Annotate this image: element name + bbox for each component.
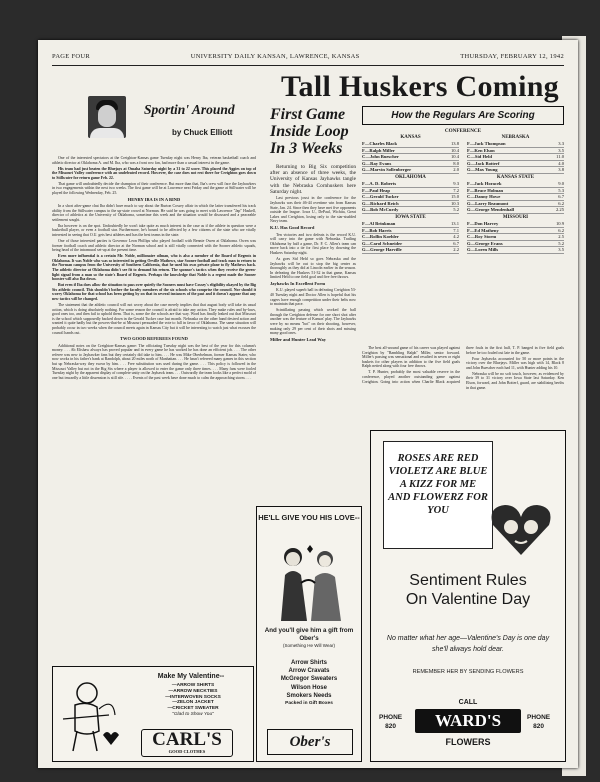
player-row	[362, 241, 459, 248]
list-item: Packed in Gift Boxes	[285, 701, 333, 707]
player-fullname: Rollin Koehler	[369, 234, 399, 240]
player-average: 10.9	[555, 220, 564, 226]
player-position: G	[362, 207, 366, 213]
subhead: Miller and Hunter Lead Way	[270, 336, 327, 342]
valentine-headline-line: Sentiment Rules	[409, 572, 527, 589]
paragraph: Nebraska will be no soft touch, however, as evidenced by their 39 to 31 victory over Iowa State last Saturday. Ken Elson, forward, and John Botterf, guard, are stabilizing berths in that game.	[466, 371, 564, 390]
couple-illustration	[267, 537, 351, 621]
paragraph: Additional notes on the Creighton-Kansas game: The officiating Tuesday night was the best of the year for this column's money. . . . Ab Elishaw always has proved popular and in every game he has worked he has done an efficient job. . . . The other referee was new to Jayhawker fans but they certainly did take to him. . . . He was Mike Oberhelman, former Kansas Stater, who now works in his father's bank at Randolph, about 20 miles north of Manhattan. . . . He hasn't refereed many games in this section but up Nebraska-way they swear by him. . . . Free substitution was used during the game. . . . This policy is followed in the Missouri Valley but not in the Big Six where a player is allowed to enter the game only three times. . . . Many fans were fooled Tuesday night by the apparent display of complete unity on the Jayhawk team. . . . Outwardly the team looks like a perfect mold of one but inwardly a little dissension is still rife. . . . . Events of the past week have done much to calm the approaching storm. . . .	[52, 343, 256, 380]
player-average: 15.0	[450, 194, 459, 200]
player-name: F—Don Harvey	[467, 220, 499, 226]
player-fullname: Danny Howe	[474, 194, 501, 200]
list-item: "Glad to Show You"	[172, 711, 214, 717]
player-average: 5.2	[558, 240, 564, 246]
column-title: Sportin' Around	[144, 102, 235, 117]
player-row	[362, 141, 459, 148]
player-average: 8.0	[453, 160, 459, 166]
player-row	[467, 181, 564, 188]
player-name: G—Bob McCurdy	[362, 207, 399, 213]
player-name: F—Ken Elson	[467, 147, 495, 153]
paragraph: As goes Sid Held so goes Nebraska and the Jayhawks will be out to stop the big center as thoroughly as they did at Lincoln earlier in the season. In defeating the Huskers 51-32 in that game, Kansas limited Held to one field goal and five free throws.	[270, 256, 356, 280]
player-name: G—Max Young	[467, 167, 498, 173]
valentine-poem	[383, 441, 493, 549]
player-position: G	[467, 240, 471, 246]
player-name: F—Jack Horacek	[467, 180, 502, 186]
poem-line: VIOLETZ ARE BLUE	[388, 466, 488, 477]
player-row	[467, 234, 564, 241]
player-row	[467, 167, 564, 174]
player-name: G—George Harville	[362, 247, 402, 253]
player-row	[467, 141, 564, 148]
player-average: 13.8	[450, 141, 459, 146]
player-fullname: John Buescher	[369, 154, 399, 160]
player-fullname: Paul Heap	[369, 187, 390, 193]
player-row	[362, 221, 459, 228]
poem-line: ROSES ARE RED	[397, 453, 479, 464]
player-position: F	[467, 180, 470, 186]
player-fullname: Jack Horacek	[474, 180, 502, 186]
player-row	[467, 221, 564, 228]
carls-logo	[141, 729, 233, 757]
player-row	[467, 148, 564, 155]
phone-number: 820	[385, 723, 396, 730]
player-position: F	[362, 220, 365, 226]
player-average: 3.5	[558, 247, 564, 253]
paragraph: His team had just beaten the Bluejays at Omaha Saturday night by a 31 to 22 score. This placed the Aggies on top of the Missouri Valley conference with an undefeated record. However, the case does not rest there for Creighton goes down to Stillwater for return game Feb. 22.	[52, 166, 256, 180]
carls-headline: Make My Valentine--	[157, 673, 225, 680]
player-fullname: Carol Schneider	[370, 240, 403, 246]
player-fullname: Max Young	[475, 167, 498, 173]
player-position: F	[362, 180, 365, 186]
player-name: C—Rollin Koehler	[362, 234, 399, 240]
player-row	[362, 181, 459, 188]
player-position: C	[362, 154, 366, 160]
valentine-headline	[371, 571, 565, 609]
carls-logo-text: CARL'S	[152, 729, 222, 750]
player-average: 2.2	[453, 247, 459, 253]
paragraph: Iba however is on the spot. Undoubtedly he won't take quite as much interest in the case as if the athlete in question were a basketball player, or even a football star. Furthermore, he's bound to be affected by a few citizens of the state who are vitally interested in seeing that O.U. gets best athletes and has the best teams in the state.	[52, 223, 256, 238]
player-fullname: Ralph Miller	[369, 147, 395, 153]
player-position: C	[467, 194, 471, 200]
story-column-1	[270, 164, 356, 508]
list-item: Smokers Needs	[286, 692, 332, 699]
masthead: UNIVERSITY DAILY KANSAN, LAWRENCE, KANSAS	[190, 53, 360, 60]
team-block	[467, 175, 564, 214]
player-position: G	[467, 160, 471, 166]
player-average: 7.2	[453, 187, 459, 193]
player-name: F—Bob Harris	[362, 227, 392, 233]
player-row	[467, 154, 564, 161]
player-name: C—John Buescher	[362, 154, 399, 160]
player-average: 5.3	[558, 187, 564, 193]
paragraph: Returning to Big Six competition after an absence of three weeks, the University of Kansas Jayhawks tangle with the Nebraska Cornhuskers here Saturday night.	[270, 164, 356, 195]
player-position: C	[467, 154, 471, 160]
player-row	[467, 228, 564, 235]
obers-item-list	[257, 659, 361, 708]
team-block	[467, 135, 564, 174]
team-name: MISSOURI	[502, 214, 529, 220]
player-average: 10.3	[450, 200, 459, 206]
player-position: F	[362, 141, 365, 146]
phone-right	[527, 713, 550, 731]
player-position: G	[467, 167, 471, 173]
player-name: G—George Mendenhall	[467, 207, 515, 213]
player-fullname: Don Harvey	[474, 220, 499, 226]
valentine-reminder: REMEMBER HER BY SENDING FLOWERS	[412, 669, 524, 675]
player-position: C	[362, 194, 366, 200]
paragraph: K.U. played superb ball in defeating Creighton 53-40 Tuesday night and Doctor Allen is hopeful that his cagers have enough competition under their belts now to maintain that pace.	[270, 288, 356, 307]
phone-label: PHONE	[379, 714, 403, 721]
player-average: 5.2	[453, 207, 459, 213]
player-row	[362, 207, 459, 214]
player-name: C—Gerald Tucker	[362, 194, 399, 200]
player-name: G—Jack Botterf	[467, 160, 500, 166]
player-row	[362, 167, 459, 174]
player-fullname: George Evans	[475, 240, 503, 246]
player-position: F	[467, 220, 470, 226]
player-fullname: Ray Evans	[370, 160, 392, 166]
team-name: KANSAS	[400, 135, 421, 140]
player-position: F	[362, 187, 365, 193]
team-name: OKLAHOMA	[395, 174, 426, 180]
player-position: F	[362, 147, 365, 153]
paragraph: Ten victories and two defeats is the record K.U. will carry into the game with Nebraska. Trailing Oklahoma by half a game, Dr. F. C. Allen's team can move back into a tie for first place by downing the Huskers Saturday night.	[270, 232, 356, 255]
conference-label: CONFERENCE	[444, 128, 482, 134]
player-name: F—A. D. Roberts	[362, 180, 397, 186]
player-row	[362, 194, 459, 201]
player-row	[362, 161, 459, 168]
player-average: 10.4	[450, 147, 459, 153]
player-row	[362, 201, 459, 208]
poem-line: AND FLOWERZ FOR YOU	[388, 492, 488, 516]
paragraph: T. P. Hunter, probably the most valuable reserve in the conference, played another outstanding game against Creighton. Going into action when Charlie Black acquired three fouls in the first half, T. P. banged in five field goals before he too fouled out late in the game.	[362, 346, 564, 384]
main-headline: Tall Huskers Coming	[281, 70, 559, 103]
paragraph: One of the interested spectators at the Creighton-Kansas game Tuesday night was Henry Iba, veteran basketball coach and athletic director at Oklahoma A. and M. Iba, who was a front row fan, had more than a casual interest in the game.	[52, 156, 256, 165]
player-row	[467, 188, 564, 195]
paragraph: The best all-around game of his career was played against Creighton by "Rambling Ralph" Miller, senior forward. Miller's passing was sensational and resulted in seven or eight baskets for other players in addition to the five field goals Ralph netted along with four free throws.	[362, 346, 460, 369]
phone-label: PHONE	[527, 714, 551, 721]
issue-date: THURSDAY, FEBRUARY 12, 1942	[460, 53, 564, 60]
list-item: Wilson Hose	[291, 684, 327, 691]
page-number: PAGE FOUR	[52, 53, 91, 60]
story-continuation	[362, 346, 564, 426]
subhead: TWO GOOD REFEREES FOUND	[120, 336, 188, 342]
player-name: F—Jack Thompson	[467, 141, 506, 146]
player-name: F—Ed Matheny	[467, 227, 499, 233]
player-average: 6.7	[558, 194, 564, 200]
player-row	[467, 194, 564, 201]
paragraph: Scintillating passing which worked the ball through the Creighton defense for one short shot after another was the feature of Kansas' play. The Jayhawks were by no means "hot" on their shooting, however, making only 29 per cent of their shots and missing many good ones.	[270, 308, 356, 336]
player-position: G	[362, 200, 366, 206]
player-position: G	[362, 167, 366, 173]
player-fullname: Al Brinkman	[369, 220, 396, 226]
player-average: 7.1	[453, 227, 459, 233]
player-row	[362, 247, 459, 254]
phone-number: 820	[533, 723, 544, 730]
obers-advertisement	[256, 506, 362, 762]
team-name: KANSAS STATE	[496, 174, 535, 180]
player-name: G—Richard Reich	[362, 200, 399, 206]
list-item: Arrow Shirts	[290, 660, 327, 666]
player-average: 2.0	[453, 167, 459, 173]
player-fullname: Jack Botterf	[475, 160, 500, 166]
player-position: F	[467, 227, 470, 233]
paragraph: The statement that the athletic council will not worry about the case merely implies that that august body will take its usual action, which is doing absolutely nothing. For some reason the council is afraid to take any action. They make rules and by-laws, good ones too, and then fail to uphold them. That is, some the the schools are that way. Word has finally leaked out that Missouri is the school which supposedly backed down in the Gerald Tucker case last month. Nebraska on the other hand desired action and wanted it quite badly but the powers-that-be at Missouri persuaded the vote to fall in favor of Oklahoma. The same situation will probably occur in two weeks when the council meets again in Kansas City but it will be interesting to watch just what excuses the council hands out.	[52, 302, 256, 335]
wards-flowers-label: FLOWERS	[445, 737, 491, 747]
valentine-headline-line: On Valentine Day	[405, 591, 531, 608]
paragraph: Four Jayhawks accounted for 50 or more points in the victory over the Bluejays. Miller was high with 14, Black 8 and John Buescher each had 11, with Hunter adding his 10.	[466, 356, 564, 370]
story-deck: First Game Inside Loop In 3 Weeks	[270, 106, 349, 157]
player-row	[467, 207, 564, 214]
carls-advertisement	[52, 666, 254, 762]
player-average: 10.4	[450, 154, 459, 160]
wards-logo: WARD'S	[415, 709, 521, 733]
paragraph: In a short after-game chat Iba didn't have much to say about the Burton Cossey affair in which the latter transferred his track ability from the Stillwater campus to the up-state crowd at Norman. He said he was going to meet with Lawrence "Jap" Haskell, director of athletics at the University of Oklahoma, sometime this week and the situation would be discussed and a peaceable settlement sought.	[52, 204, 256, 222]
paragraph: One of those interested parties is Governor Leon Phillips who played football with Bennie Owen at Oklahoma. Owen was former football coach and athletic director at the Norman school and is still vitally connected with the Sooner athletic squads, being head of the intramural set-up at the present time.	[52, 239, 256, 253]
player-fullname: George Harville	[370, 247, 402, 253]
scoring-table	[362, 106, 564, 344]
obers-logo: Ober's	[267, 729, 353, 755]
player-fullname: George Mendenhall	[475, 207, 515, 213]
player-name: G—George Evans	[467, 240, 503, 246]
player-name: F—Ralph Miller	[362, 147, 395, 153]
team-block	[467, 215, 564, 254]
player-position: F	[467, 141, 470, 146]
player-average: 9.3	[453, 180, 459, 186]
player-row	[362, 234, 459, 241]
obers-subhead	[257, 627, 361, 650]
paragraph: That game will undoubtedly decide the champion of their conference. But more than that, Iba's crew will face the Jayhawkers in two engagements within the next two weeks. The first game will be at Lawrence next Friday and the game at Stillwater will be played the following Wednesday, Feb. 25.	[52, 181, 256, 195]
player-row	[362, 188, 459, 195]
player-fullname: Sid Held	[474, 154, 492, 160]
player-fullname: Roy Storm	[474, 234, 497, 240]
page-header	[52, 53, 564, 66]
columnist-photo	[88, 96, 126, 138]
player-average: 4.2	[453, 234, 459, 240]
player-average: 3.5	[558, 147, 564, 153]
obers-sub-note: (Something He Will Wear)	[283, 643, 335, 648]
list-item: —CRICKET SWEATER	[167, 706, 219, 712]
player-name: F—Al Brinkman	[362, 220, 396, 226]
subhead: HENRY IBA IS IN A BIND	[127, 196, 181, 202]
valentine-body: No matter what her age—Valentine's Day is one day she'll always hold dear.	[386, 635, 550, 653]
player-average: 13.1	[450, 220, 459, 226]
player-fullname: Jack Thompson	[474, 141, 506, 146]
player-name: F—Bruce Holman	[467, 187, 504, 193]
list-item: Arrow Cravats	[288, 668, 330, 675]
player-average: 6.2	[558, 200, 564, 206]
team-name: NEBRASKA	[501, 135, 530, 140]
list-item: —INTERWOVEN SOCKS	[165, 694, 221, 700]
player-row	[362, 228, 459, 235]
player-row	[467, 247, 564, 254]
player-position: G	[467, 247, 471, 253]
player-fullname: Ken Elson	[474, 147, 495, 153]
player-row	[362, 148, 459, 155]
player-name: G—Loren Mills	[467, 247, 499, 253]
heart-icon	[489, 501, 553, 557]
player-fullname: Bruce Holman	[474, 187, 504, 193]
list-item: —ZELON JACKET	[172, 700, 214, 706]
player-name: F—Paul Heap	[362, 187, 390, 193]
wards-flowers-advertisement	[370, 430, 566, 762]
player-name: C—Danny Howe	[467, 194, 501, 200]
cupid-illustration	[59, 675, 121, 755]
player-position: F	[362, 227, 365, 233]
player-average: 11.0	[556, 154, 564, 160]
player-name: G—Ray Evans	[362, 160, 392, 166]
player-name: G—Larry Beaumont	[467, 200, 509, 206]
scoring-table-title: How the Regulars Are Scoring	[362, 106, 564, 125]
player-name: F—Charles Black	[362, 141, 398, 146]
player-fullname: Ed Matheny	[474, 227, 499, 233]
player-fullname: Gerald Tucker	[369, 194, 399, 200]
sports-column-body	[52, 156, 256, 664]
obers-headline: HE'LL GIVE YOU HIS LOVE--	[258, 513, 360, 522]
list-item: —ARROW NECKTIES	[168, 688, 218, 694]
player-row	[467, 201, 564, 208]
player-average: 2.5	[558, 234, 564, 240]
team-name: IOWA STATE	[395, 214, 426, 220]
player-row	[467, 161, 564, 168]
player-fullname: Bob McCurdy	[370, 207, 399, 213]
player-position: C	[467, 234, 471, 240]
paragraph: Last previous joust in the conference for the Jayhawks was their 46-44 overtime win from Kansas State, Jan. 24. Since then they have met five opponents outside the league. Iowa U., DePaul, Wichita, Great Lakes and Creighton, losing only to the star-studded Navy team.	[270, 196, 356, 224]
team-block	[362, 215, 459, 254]
team-block	[362, 175, 459, 214]
player-position: G	[362, 160, 366, 166]
player-fullname: Richard Reich	[370, 200, 399, 206]
player-average: 2.25	[555, 207, 564, 213]
player-fullname: A. D. Roberts	[369, 180, 397, 186]
obers-sub-text: And you'll give him a gift from Ober's	[264, 627, 354, 642]
player-position: F	[467, 187, 470, 193]
player-average: 9.0	[558, 180, 564, 186]
player-fullname: Marvin Sollenberger	[370, 167, 412, 173]
paragraph: But even if Iba does allow the situation to pass over quietly the Sooners must have Cossey's eligibility okayed by the Big Six athletic council. This shouldn't bother the faculty members of the six schools who comprise the council. Nor should it worry Oklahoma for that school has been getting by on that in several instances of the past and it doesn't appear that any new tactics will be changed.	[52, 283, 256, 301]
newspaper-page	[38, 40, 578, 768]
player-position: G	[362, 240, 366, 246]
team-block	[362, 135, 459, 174]
player-average: 6.7	[453, 240, 459, 246]
player-fullname: Bob Harris	[369, 227, 392, 233]
player-position: C	[362, 234, 366, 240]
player-position: G	[467, 207, 471, 213]
player-fullname: Loren Mills	[475, 247, 499, 253]
player-fullname: Charles Black	[369, 141, 398, 146]
player-row	[362, 154, 459, 161]
column-byline: by Chuck Elliott	[172, 128, 233, 137]
subhead: Jayhawks In Excellent Form	[270, 280, 326, 286]
player-name: C—Sid Held	[467, 154, 492, 160]
player-position: F	[467, 147, 470, 153]
carls-logo-sub: GOOD CLOTHES	[168, 749, 206, 754]
player-average: 4.0	[558, 160, 564, 166]
player-name: G—Marvin Sollenberger	[362, 167, 412, 173]
player-name: C—Roy Storm	[467, 234, 497, 240]
player-name: G—Carol Schneider	[362, 240, 403, 246]
call-label: CALL	[458, 699, 478, 706]
subhead: K.U. Has Good Record	[270, 224, 315, 230]
list-item: McGregor Sweaters	[280, 676, 338, 683]
player-position: G	[362, 247, 366, 253]
list-item: —ARROW SHIRTS	[171, 683, 215, 688]
player-average: 3.3	[558, 141, 564, 146]
player-row	[467, 241, 564, 248]
paragraph: Even more influential is a certain Mr. Noble, millionaire oilman, who is also a member of the Board of Regents in Oklahoma. It was Noble who was so interested in getting Orville Mathews, star Sooner football and track man to return to the Norman campus from the University of Southern California, that he used his own private plane to fly Mathews back. The athletic director at Oklahoma didn't see fit to demand his return. The sponsor's tactics when they receive the green-light signal from a man so the state's Board of Regents. Perhaps the knowledge that Noble is a regent made the Sooner booster will also Iba down.	[52, 254, 256, 282]
poem-line: A KIZZ FOR ME	[399, 479, 477, 490]
player-position: G	[467, 200, 471, 206]
player-average: 3.8	[558, 167, 564, 173]
player-average: 6.2	[558, 227, 564, 233]
player-fullname: Larry Beaumont	[475, 200, 509, 206]
carls-item-list	[143, 683, 243, 718]
phone-left	[379, 713, 402, 731]
